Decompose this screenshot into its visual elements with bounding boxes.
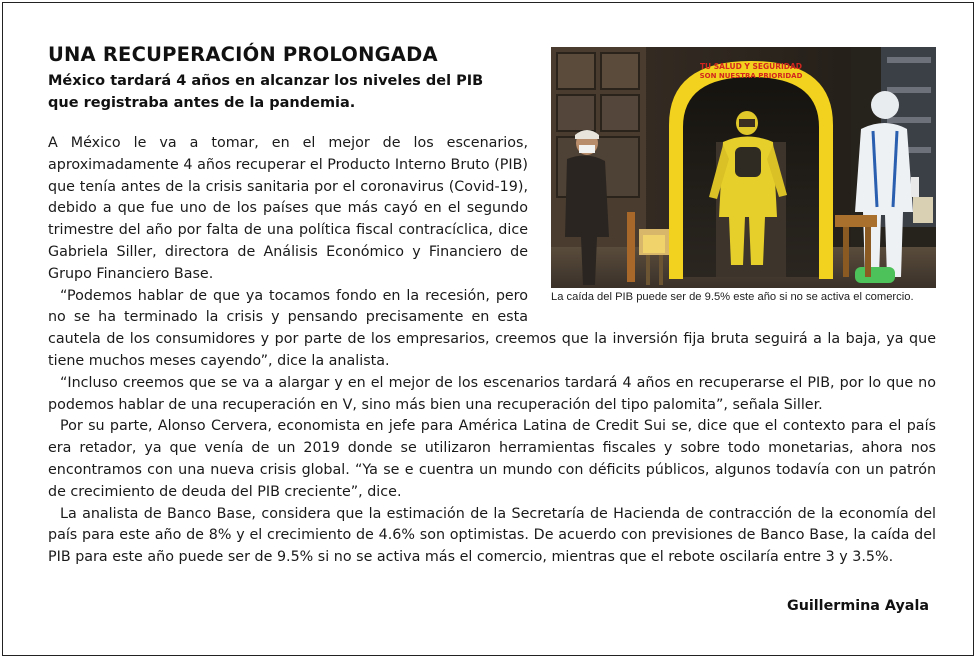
paragraph-5: La analista de Banco Base, considera que la estimación de la Secretaría de Hacienda de contracción de la economía del país para este año de 8% y el crecimiento de 4.6% son optimistas. De acuerdo con previsiones de Banco Base, la caída del PIB para este año puede ser de 9.5% si no se activa más el comercio, mientras que el rebote oscilaría entre 3 y 3.5%. — [48, 505, 936, 566]
article-body — [48, 133, 936, 569]
arch-text-line1: TU SALUD Y SEGURIDAD — [699, 62, 803, 71]
paragraph-4: Por su parte, Alonso Cervera, economista en jefe para América Latina de Credit Sui se, dice que el contexto para el país era retador, ya que venía de un 2019 donde se utilizaron herramientas fiscales y sobre todo monetarias, ahora nos encontramos con una nueva crisis global. “Ya se e cuentra un mundo con déficits públicos, algunos todavía con un patrón de crecimiento de deuda del PIB creciente”, dice. — [48, 418, 936, 500]
photo-wrap-space — [528, 133, 936, 325]
paragraph-3: “Incluso creemos que se va a alargar y en el mejor de los escenarios tardará 4 años en recuperarse el PIB, por lo que no podemos hablar de una recuperación en V, sino más bien una recuperación del tipo palomita”, señala Siller. — [48, 374, 936, 413]
author-byline: Guillermina Ayala — [786, 598, 929, 614]
photo-caption: La caída del PIB puede ser de 9.5% este año si no se activa el comercio. — [551, 291, 914, 303]
article-subtitle: México tardará 4 años en alcanzar los niveles del PIB que registraba antes de la pandemia. — [48, 73, 484, 111]
paragraph-1: A México le va a tomar, en el mejor de los escenarios, aproximadamente 4 años recuperar el Producto Interno Bruto (PIB) que tenía antes de la crisis sanitaria por el coronavirus (Covid-19), debido a que fue uno de los países que más cayó en el segundo trimestre del año por falta de una política fiscal contracíclica, dice Gabriela Siller, directora de Análisis Económico y Financiero de Grupo Financiero Base. — [48, 135, 528, 282]
article-title: UNA RECUPERACIÓN PROLONGADA — [48, 43, 438, 66]
arch-text-line2: SON NUESTRA PRIORIDAD — [699, 72, 803, 80]
article-frame — [2, 2, 974, 656]
paragraph-2: “Podemos hablar de que ya tocamos fondo en la recesión, pero no se ha terminado la crisis y pensando precisamente en esta cautela de los consumidores y por parte de los empresarios, creemos que la inversión fija bruta seguirá a la baja, ya que tiene muchos meses cayendo”, dice la analista. — [48, 287, 936, 369]
